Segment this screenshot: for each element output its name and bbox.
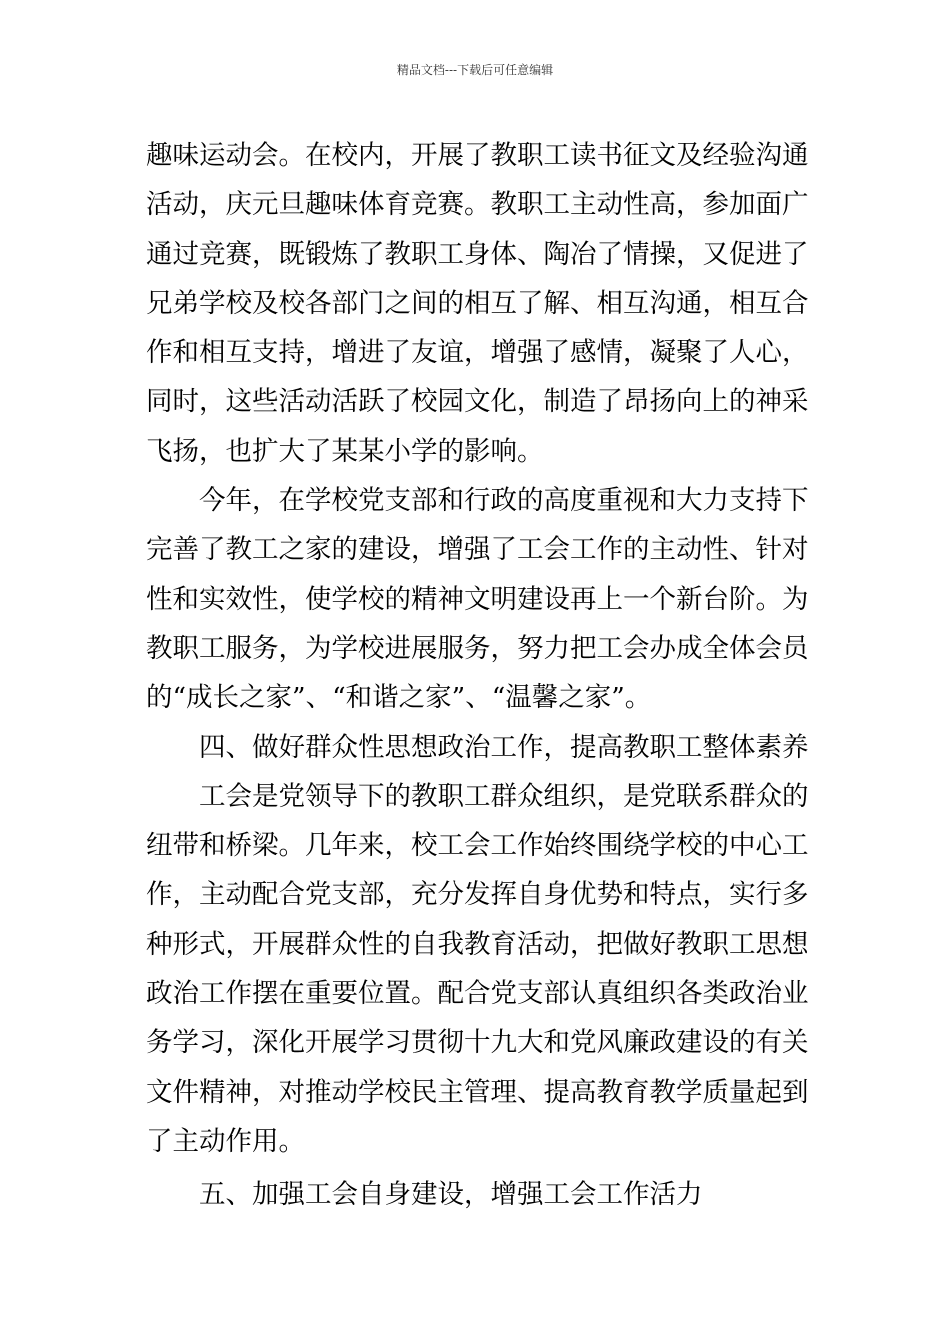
text-line: 兄弟学校及校各部门之间的相互了解、相互沟通，相互合 — [146, 287, 809, 319]
document-body — [146, 131, 809, 1220]
text-line: 性和实效性，使学校的精神文明建设再上一个新台阶。为 — [146, 583, 809, 615]
text-line: 通过竞赛，既锻炼了教职工身体、陶冶了情操，又促进了 — [146, 238, 809, 270]
text-line: 文件精神，对推动学校民主管理、提高教育教学质量起到 — [146, 1076, 809, 1108]
paragraph-start-line: 工会是党领导下的教职工群众组织，是党联系群众的 — [199, 780, 809, 812]
text-line: 纽带和桥梁。几年来，校工会工作始终围绕学校的中心工 — [146, 830, 809, 862]
text-line: 教职工服务，为学校进展服务，努力把工会办成全体会员 — [146, 632, 809, 664]
text-line: 作和相互支持，增进了友谊，增强了感情，凝聚了人心， — [146, 337, 809, 369]
text-line: 活动，庆元旦趣味体育竞赛。教职工主动性高，参加面广 — [146, 189, 809, 221]
text-line: 种形式，开展群众性的自我教育活动，把做好教职工思想 — [146, 928, 809, 960]
text-line: 务学习，深化开展学习贯彻十九大和党风廉政建设的有关 — [146, 1027, 809, 1059]
text-line: 同时，这些活动活跃了校园文化，制造了昂扬向上的神采 — [146, 386, 809, 418]
page-header: 精品文档---下载后可任意编辑 — [396, 63, 554, 77]
section-heading-five: 五、加强工会自身建设，增强工会工作活力 — [199, 1179, 703, 1211]
text-line: 作，主动配合党支部，充分发挥自身优势和特点，实行多 — [146, 879, 809, 911]
text-line: 飞扬，也扩大了某某小学的影响。 — [146, 435, 544, 467]
text-line: 完善了教工之家的建设，增强了工会工作的主动性、针对 — [146, 534, 809, 566]
section-heading-four: 四、做好群众性思想政治工作，提高教职工整体素养 — [199, 731, 809, 763]
text-line: 趣味运动会。在校内，开展了教职工读书征文及经验沟通 — [146, 140, 809, 171]
text-line: 的“成长之家”、“和谐之家”、“温馨之家”。 — [146, 682, 652, 714]
text-line: 政治工作摆在重要位置。配合党支部认真组织各类政治业 — [146, 978, 809, 1010]
text-line: 了主动作用。 — [146, 1125, 305, 1157]
paragraph-start-line: 今年，在学校党支部和行政的高度重视和大力支持下 — [199, 485, 809, 517]
